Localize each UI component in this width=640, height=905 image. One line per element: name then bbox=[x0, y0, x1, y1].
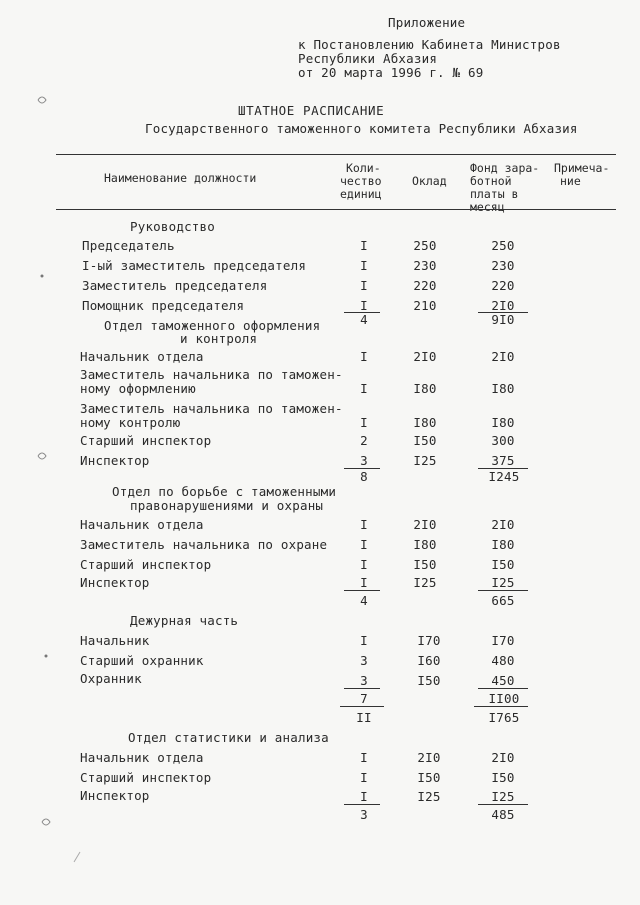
col-header-note-1: Примеча- bbox=[554, 161, 610, 175]
row-name: Начальник отдела bbox=[80, 750, 204, 765]
section-title-cont: и контроля bbox=[180, 331, 258, 346]
row-fund: 230 bbox=[491, 258, 515, 273]
row-salary: I25 bbox=[417, 789, 441, 804]
row-fund: 480 bbox=[491, 653, 515, 668]
col-header-fund-1: Фонд зара- bbox=[470, 161, 540, 175]
section-title: Отдел таможенного оформления bbox=[104, 318, 321, 333]
row-fund: I80 bbox=[491, 381, 515, 396]
row-fund: 375 bbox=[491, 453, 515, 468]
row-name: Помощник председателя bbox=[82, 298, 245, 313]
row-name: Инспектор bbox=[80, 788, 150, 803]
row-name: Заместитель председателя bbox=[82, 278, 268, 293]
row-fund: 450 bbox=[491, 673, 515, 688]
row-qty: I bbox=[360, 789, 368, 804]
row-salary: I25 bbox=[413, 453, 437, 468]
section-title: Отдел статистики и анализа bbox=[128, 730, 329, 745]
row-salary: I80 bbox=[413, 537, 437, 552]
section-total-fund: I245 bbox=[488, 469, 520, 484]
section-title: Отдел по борьбе с таможенными bbox=[112, 484, 337, 499]
row-salary: I60 bbox=[417, 653, 441, 668]
row-fund: I80 bbox=[491, 415, 515, 430]
section-total-fund: II00 bbox=[488, 691, 520, 706]
doc-title: ШТАТНОЕ РАСПИСАНИЕ bbox=[238, 103, 385, 118]
row-name: Инспектор bbox=[80, 575, 150, 590]
row-qty: I bbox=[360, 537, 368, 552]
row-name: Заместитель начальника по охране bbox=[80, 537, 328, 552]
row-fund: 2I0 bbox=[491, 349, 515, 364]
row-qty: I bbox=[360, 557, 368, 572]
row-name: Старший инспектор bbox=[80, 770, 212, 785]
col-header-qty-1: Коли- bbox=[346, 161, 381, 175]
row-fund: I70 bbox=[491, 633, 515, 648]
col-header-qty-3: единиц bbox=[340, 187, 382, 201]
row-fund: 220 bbox=[491, 278, 515, 293]
col-header-note-2: ние bbox=[560, 174, 581, 188]
row-name: Заместитель начальника по таможен- bbox=[80, 401, 343, 416]
section-title-cont: правонарушениями и охраны bbox=[130, 498, 324, 513]
row-fund: 300 bbox=[491, 433, 515, 448]
row-qty: I bbox=[360, 298, 368, 313]
row-salary: 2I0 bbox=[413, 349, 437, 364]
grand-total-qty: II bbox=[356, 710, 372, 725]
doc-subtitle: Государственного таможенного комитета Республики Абхазия bbox=[145, 121, 578, 136]
section-total-fund: 665 bbox=[491, 593, 515, 608]
row-qty: I bbox=[360, 770, 368, 785]
row-qty: 3 bbox=[360, 653, 368, 668]
row-fund: I25 bbox=[491, 789, 515, 804]
section-title: Руководство bbox=[130, 219, 215, 234]
col-header-fund-3: платы в bbox=[470, 187, 519, 201]
row-name: Председатель bbox=[82, 238, 175, 253]
attachment-line-3: Республики Абхазия bbox=[298, 51, 438, 66]
section-total-fund: 9I0 bbox=[491, 312, 515, 327]
row-qty: I bbox=[360, 349, 368, 364]
row-fund: I80 bbox=[491, 537, 515, 552]
row-salary: I50 bbox=[413, 433, 437, 448]
speck-mark bbox=[74, 852, 80, 862]
row-salary: I80 bbox=[413, 415, 437, 430]
speck-mark bbox=[41, 275, 44, 278]
row-name: Старший инспектор bbox=[80, 433, 212, 448]
row-salary: I80 bbox=[413, 381, 437, 396]
row-salary: I50 bbox=[417, 770, 441, 785]
row-salary: I50 bbox=[417, 673, 441, 688]
row-salary: 230 bbox=[413, 258, 437, 273]
row-name: Заместитель начальника по таможен- bbox=[80, 367, 343, 382]
row-name: Начальник отдела bbox=[80, 349, 204, 364]
row-qty: 2 bbox=[360, 433, 368, 448]
row-qty: I bbox=[360, 415, 368, 430]
grand-total-fund: I765 bbox=[488, 710, 520, 725]
section-total-qty: 4 bbox=[360, 593, 368, 608]
row-salary: 220 bbox=[413, 278, 437, 293]
row-name: Старший инспектор bbox=[80, 557, 212, 572]
row-name-cont: ному оформлению bbox=[80, 381, 196, 396]
attachment-line-4: от 20 марта 1996 г. № 69 bbox=[298, 65, 484, 80]
attachment-line-2: к Постановлению Кабинета Министров bbox=[298, 37, 561, 52]
row-qty: I bbox=[360, 517, 368, 532]
row-salary: I50 bbox=[413, 557, 437, 572]
row-fund: I50 bbox=[491, 770, 515, 785]
row-qty: I bbox=[360, 750, 368, 765]
section-total-qty: 3 bbox=[360, 807, 368, 822]
section-total-qty: 8 bbox=[360, 469, 368, 484]
row-qty: I bbox=[360, 258, 368, 273]
row-qty: I bbox=[360, 633, 368, 648]
row-fund: 2I0 bbox=[491, 298, 515, 313]
col-header-name: Наименование должности bbox=[104, 171, 257, 185]
row-qty: I bbox=[360, 381, 368, 396]
row-qty: I bbox=[360, 238, 368, 253]
row-name-cont: ному контролю bbox=[80, 415, 181, 430]
speck-mark bbox=[45, 655, 48, 658]
row-qty: 3 bbox=[360, 673, 368, 688]
section-total-qty: 4 bbox=[360, 312, 368, 327]
row-name: Начальник отдела bbox=[80, 517, 204, 532]
section-total-qty: 7 bbox=[360, 691, 368, 706]
row-name: I-ый заместитель председателя bbox=[82, 258, 307, 273]
punch-mark bbox=[42, 819, 50, 825]
row-salary: I25 bbox=[413, 575, 437, 590]
row-name: Старший охранник bbox=[80, 653, 204, 668]
row-qty: 3 bbox=[360, 453, 368, 468]
section-total-fund: 485 bbox=[491, 807, 515, 822]
punch-mark bbox=[38, 453, 46, 459]
row-name: Инспектор bbox=[80, 453, 150, 468]
attachment-line-1: Приложение bbox=[388, 15, 466, 30]
row-fund: I25 bbox=[491, 575, 515, 590]
row-fund: 250 bbox=[491, 238, 515, 253]
col-header-fund-2: ботной bbox=[470, 174, 512, 188]
row-salary: I70 bbox=[417, 633, 441, 648]
row-qty: I bbox=[360, 278, 368, 293]
row-name: Начальник bbox=[80, 633, 150, 648]
row-salary: 2I0 bbox=[417, 750, 441, 765]
row-salary: 250 bbox=[413, 238, 437, 253]
col-header-qty-2: чество bbox=[340, 174, 382, 188]
punch-mark bbox=[38, 97, 46, 103]
section-title: Дежурная часть bbox=[130, 613, 239, 628]
row-fund: 2I0 bbox=[491, 750, 515, 765]
row-fund: 2I0 bbox=[491, 517, 515, 532]
row-name: Охранник bbox=[80, 671, 142, 686]
row-fund: I50 bbox=[491, 557, 515, 572]
col-header-salary: Оклад bbox=[412, 174, 447, 188]
row-salary: 2I0 bbox=[413, 517, 437, 532]
row-salary: 210 bbox=[413, 298, 437, 313]
col-header-fund-4: месяц bbox=[470, 200, 505, 214]
row-qty: I bbox=[360, 575, 368, 590]
